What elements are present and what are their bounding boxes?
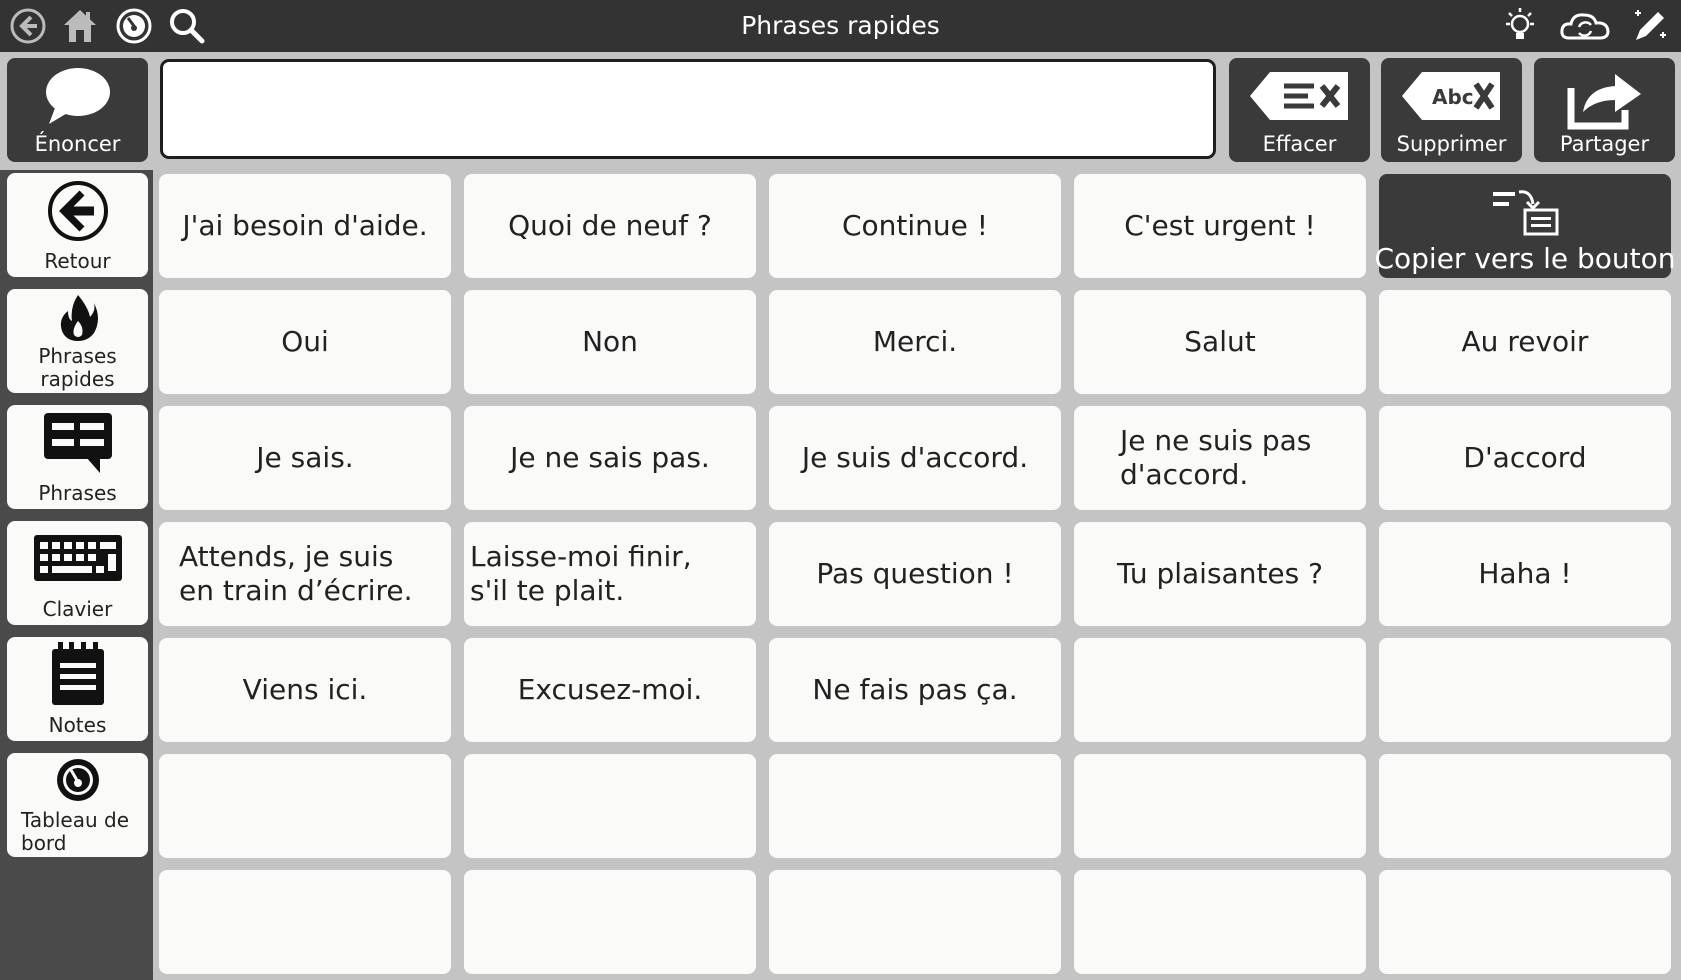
sidebar	[0, 170, 153, 980]
delete-word-icon	[1400, 66, 1504, 126]
empty-phrase-button[interactable]	[159, 870, 451, 974]
empty-phrase-button[interactable]	[1074, 870, 1366, 974]
sidebar-item-quick-phrases[interactable]	[7, 289, 148, 393]
sidebar-item-label: Notes	[48, 713, 107, 737]
delete-button[interactable]	[1381, 58, 1522, 162]
empty-phrase-button[interactable]	[769, 754, 1061, 858]
phrase-button[interactable]: Attends, je suis en train d’écrire.	[159, 522, 451, 626]
empty-phrase-button[interactable]	[1379, 870, 1671, 974]
delete-label: Supprimer	[1396, 132, 1507, 156]
copy-to-button-label: Copier vers le bouton	[1374, 242, 1676, 275]
back-arrow-icon	[46, 179, 110, 243]
phrase-button[interactable]: Pas question !	[769, 522, 1061, 626]
phrase-button[interactable]: Oui	[159, 290, 451, 394]
clear-label: Effacer	[1262, 132, 1337, 156]
edit-pencil-icon[interactable]	[1630, 6, 1670, 46]
phrase-button[interactable]: Quoi de neuf ?	[464, 174, 756, 278]
speech-bubble-icon	[43, 66, 113, 128]
sidebar-item-label: Tableau de bord	[21, 808, 130, 855]
sidebar-item-label: Clavier	[42, 597, 113, 621]
sidebar-item-label: Phrases rapides	[38, 344, 117, 391]
empty-phrase-button[interactable]	[464, 870, 756, 974]
phrase-button[interactable]: Continue !	[769, 174, 1061, 278]
cloud-sync-icon[interactable]	[1557, 6, 1613, 46]
empty-phrase-button[interactable]	[464, 754, 756, 858]
phrase-button[interactable]: Je sais.	[159, 406, 451, 510]
phrase-button[interactable]: C'est urgent !	[1074, 174, 1366, 278]
copy-to-button[interactable]	[1374, 174, 1676, 278]
empty-phrase-button[interactable]	[1074, 754, 1366, 858]
share-arrow-icon	[1563, 66, 1647, 132]
action-strip	[0, 52, 1681, 170]
sidebar-item-keyboard[interactable]	[7, 521, 148, 625]
empty-phrase-button[interactable]	[1379, 638, 1671, 742]
phrase-button[interactable]: Non	[464, 290, 756, 394]
speak-label: Énoncer	[34, 132, 121, 156]
sidebar-item-back[interactable]	[7, 173, 148, 277]
phrase-button[interactable]: Tu plaisantes ?	[1074, 522, 1366, 626]
phrase-button[interactable]: Haha !	[1379, 522, 1671, 626]
empty-phrase-button[interactable]	[1074, 638, 1366, 742]
phrase-button[interactable]: D'accord	[1379, 406, 1671, 510]
phrase-button[interactable]: Ne fais pas ça.	[769, 638, 1061, 742]
phrase-button[interactable]: Laisse-moi finir, s'il te plait.	[464, 522, 756, 626]
share-button[interactable]	[1534, 58, 1675, 162]
clear-button[interactable]	[1229, 58, 1370, 162]
share-label: Partager	[1559, 132, 1650, 156]
phrase-button[interactable]: Je ne sais pas.	[464, 406, 756, 510]
phrase-grid	[153, 170, 1681, 980]
empty-phrase-button[interactable]	[1379, 754, 1671, 858]
sidebar-item-label: Retour	[44, 249, 111, 273]
empty-phrase-button[interactable]	[769, 870, 1061, 974]
phrase-button[interactable]: Excusez-moi.	[464, 638, 756, 742]
phrase-button[interactable]: Je ne suis pas d'accord.	[1074, 406, 1366, 510]
phrase-button[interactable]: Merci.	[769, 290, 1061, 394]
page-title: Phrases rapides	[741, 11, 940, 40]
clear-text-icon	[1248, 66, 1352, 126]
speech-bubble-icon	[42, 411, 114, 475]
message-input[interactable]	[160, 59, 1216, 159]
sidebar-item-label: Phrases	[38, 481, 117, 505]
svg-text:Abc: Abc	[1431, 85, 1474, 109]
phrase-button[interactable]: J'ai besoin d'aide.	[159, 174, 451, 278]
phrase-button[interactable]: Salut	[1074, 290, 1366, 394]
speak-button[interactable]	[7, 58, 148, 162]
sidebar-item-notes[interactable]	[7, 637, 148, 741]
phrase-button[interactable]: Au revoir	[1379, 290, 1671, 394]
dashboard-icon	[55, 757, 101, 803]
copy-to-button-icon	[1489, 184, 1561, 236]
phrase-button[interactable]: Je suis d'accord.	[769, 406, 1061, 510]
flame-icon	[58, 293, 98, 341]
notepad-icon	[50, 641, 106, 707]
phrase-button[interactable]: Viens ici.	[159, 638, 451, 742]
keyboard-icon	[32, 533, 124, 583]
empty-phrase-button[interactable]	[159, 754, 451, 858]
sidebar-item-dashboard[interactable]	[7, 753, 148, 857]
lightbulb-icon[interactable]	[1500, 6, 1540, 46]
top-bar	[0, 0, 1681, 52]
sidebar-item-phrases[interactable]	[7, 405, 148, 509]
